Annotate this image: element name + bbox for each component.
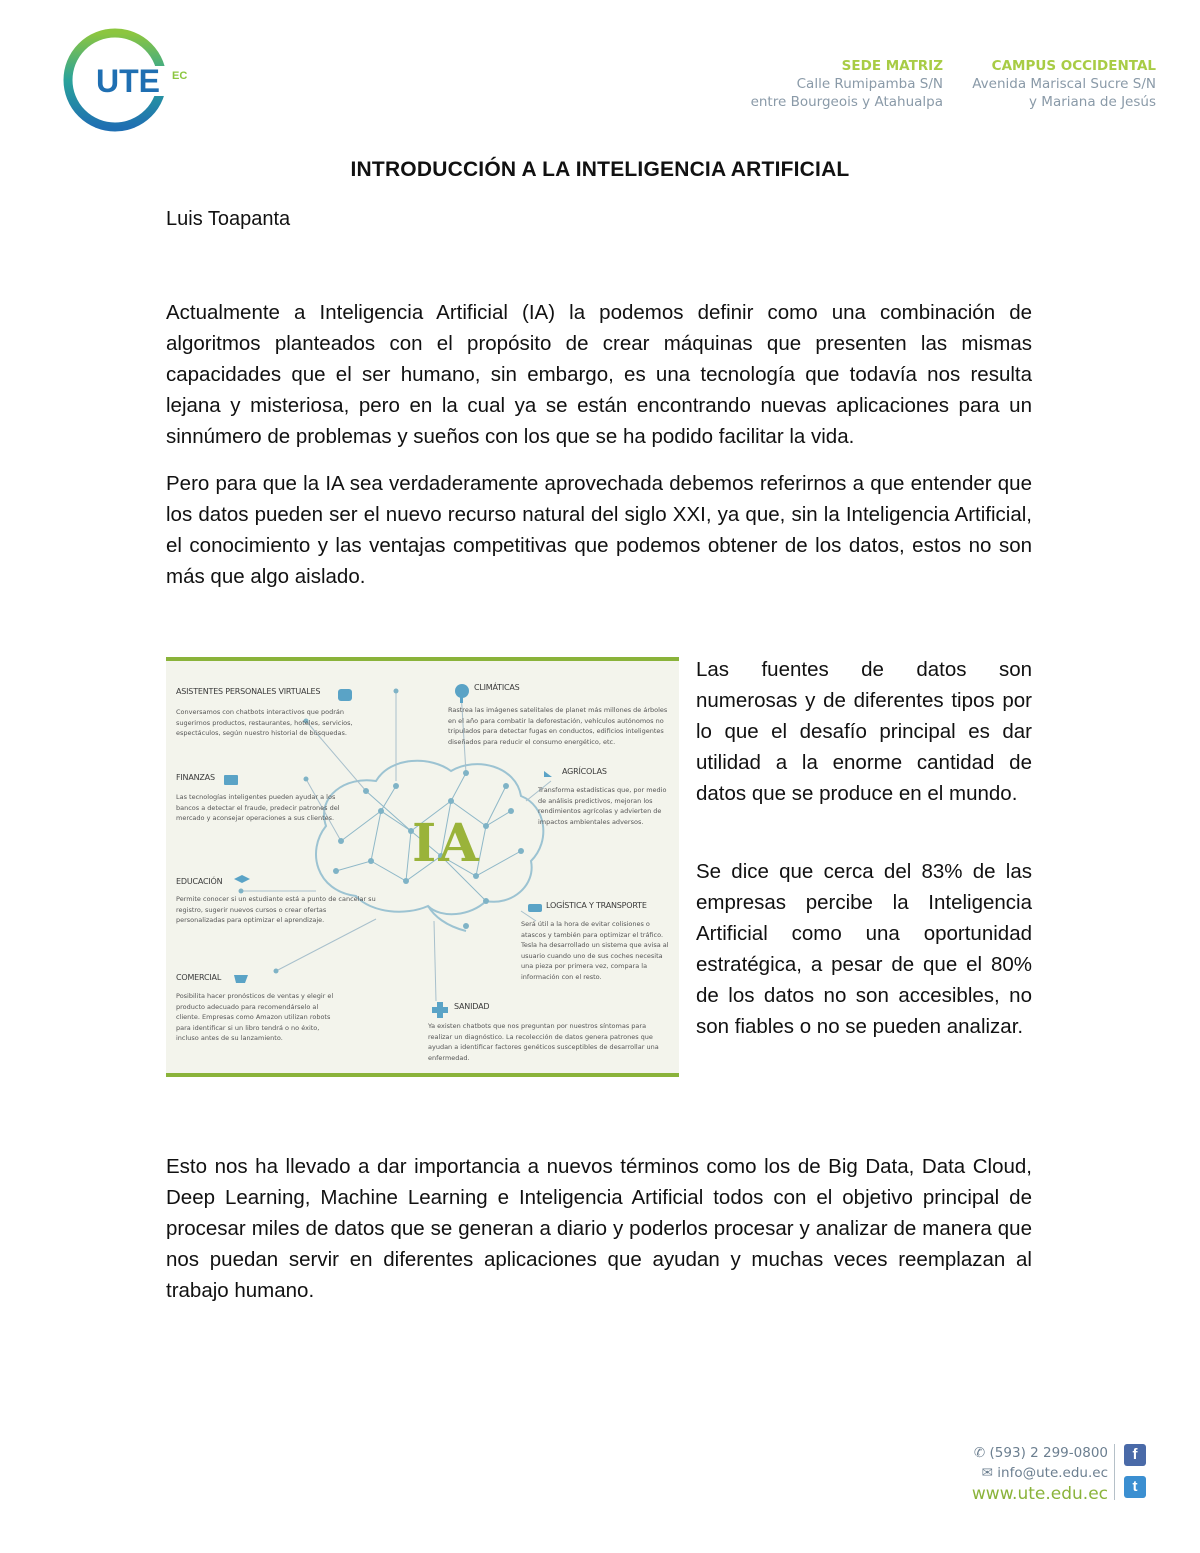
- ute-logo: [60, 26, 200, 136]
- sede-matriz-address: [751, 57, 943, 111]
- email-line: [972, 1463, 1108, 1483]
- section-title-climaticas: CLIMÁTICAS: [474, 683, 520, 692]
- section-body-sanidad: Ya existen chatbots que nos preguntan por nuestros síntomas para realizar un diagnóstico. La recolección de datos genera patrones que ayudan a identificar factores genéticos susceptibles de desarrollar una enfermedad.: [428, 1022, 659, 1062]
- email-address[interactable]: info@ute.edu.ec: [997, 1465, 1108, 1481]
- paragraph-data-resource: Pero para que la IA sea verdaderamente aprovechada debemos referirnos a que entender que los datos pueden ser el nuevo recurso natural del siglo XXI, ya que, sin la Inteligencia Artificial, el conocimiento y las ventajas competitivas que podemos obtener de los datos, estos no son más que algo aislado.: [166, 472, 1032, 588]
- section-title-comercial: COMERCIAL: [176, 973, 222, 982]
- author-name: Luis Toapanta: [166, 208, 291, 230]
- envelope-icon: ✉: [981, 1465, 993, 1481]
- social-links: [1116, 1444, 1148, 1508]
- section-body-educacion: Permite conocer si un estudiante está a punto de cancelar su registro, sugerir nuevos cursos o crear ofertas personalizadas para optimizar el aprendizaje.: [176, 895, 376, 924]
- paragraph-83-percent: Se dice que cerca del 83% de las empresas percibe la Inteligencia Artificial como una oportunidad estratégica, a pesar de que el 80% de los datos no son accesibles, no son fiables o no se pueden analizar.: [696, 860, 1032, 1038]
- section-body-finanzas: Las tecnologías inteligentes pueden ayudar a los bancos a detectar el fraude, predecir patrones del mercado y aconsejar operaciones a sus clientes.: [176, 793, 340, 822]
- footer-contact: [972, 1443, 1108, 1505]
- footer-divider: [1114, 1444, 1115, 1500]
- section-title-logistica: LOGÍSTICA Y TRANSPORTE: [546, 901, 647, 910]
- sede-line2: entre Bourgeois y Atahualpa: [750, 94, 943, 110]
- paragraph-intro: Actualmente a Inteligencia Artificial (IA) la podemos definir como una combinación de algoritmos planteados con el propósito de crear máquinas que presenten las mismas capacidades que el ser humano, sin embargo, es una tecnología que todavía nos resulta lejana y misteriosa, pero en la cual ya se están encontrando nuevas aplicaciones para un sinnúmero de problemas y sueños con los que se ha podido facilitar la vida.: [166, 301, 1032, 448]
- paragraph-new-terms: Esto nos ha llevado a dar importancia a nuevos términos como los de Big Data, Data Cloud, Deep Learning, Machine Learning e Inteligencia Artificial todos con el objetivo principal de procesar miles de datos que se generan a diario y poderlos procesar y analizar de manera que nos puedan servir en diferentes aplicaciones que ayudan y muchas veces reemplazan al trabajo humano.: [166, 1155, 1032, 1302]
- section-body-agricolas: Transforma estadísticas que, por medio de análisis predictivos, mejoran los rendimientos agrícolas y advierten de impactos ambientales adversos.: [538, 786, 667, 826]
- twitter-icon[interactable]: t: [1124, 1476, 1146, 1498]
- briefcase-icon: [224, 775, 238, 785]
- campus-line1: Avenida Mariscal Sucre S/N: [972, 76, 1156, 92]
- ia-center-label: IA: [412, 813, 481, 874]
- logo-text: UTE: [96, 63, 160, 99]
- phone-icon: ✆: [973, 1445, 986, 1461]
- cart-icon: [234, 975, 248, 983]
- sede-heading: SEDE MATRIZ: [841, 58, 943, 74]
- section-body-climaticas: Rastrea las imágenes satelitales de planet más millones de árboles en el año para combatir la deforestación, vehículos autónomos no tripulados para detectar fugas en conductos, edificios inteligentes diseñados para reducir el consumo energético, etc.: [448, 706, 668, 746]
- section-body-comercial: Posibilita hacer pronósticos de ventas y elegir el producto adecuado para recomendárselo al cliente. Empresas como Amazon utilizan robots para identificar si un libro tendrá o no éxito, incluso antes de su lanzamiento.: [176, 992, 334, 1042]
- section-title-sanidad: SANIDAD: [454, 1002, 490, 1011]
- document-title: INTRODUCCIÓN A LA INTELIGENCIA ARTIFICIAL: [350, 158, 850, 181]
- phone-number: (593) 2 299-0800: [989, 1445, 1108, 1461]
- graduation-cap-icon: [234, 875, 250, 883]
- car-icon: [528, 904, 542, 912]
- campus-heading: CAMPUS OCCIDENTAL: [991, 58, 1156, 74]
- robot-icon: [338, 689, 352, 701]
- section-body-logistica: Será útil a la hora de evitar colisiones o atascos y también para optimizar el tráfico. Tesla ha desarrollado un sistema que avisa al usuario cuando uno de sus coches necesita una pieza por primera vez, compara la información con el resto.: [521, 920, 669, 981]
- paragraph-data-sources: Las fuentes de datos son numerosas y de diferentes tipos por lo que el desafío principal es dar utilidad a la enorme cantidad de datos que se produce en el mundo.: [696, 658, 1032, 805]
- section-title-agricolas: AGRÍCOLAS: [562, 767, 607, 776]
- section-title-asistentes: ASISTENTES PERSONALES VIRTUALES: [176, 687, 321, 696]
- sede-line1: Calle Rumipamba S/N: [796, 76, 943, 92]
- website-link[interactable]: www.ute.edu.ec: [971, 1484, 1108, 1504]
- ia-infographic: [166, 657, 679, 1077]
- section-title-educacion: EDUCACIÓN: [176, 877, 223, 886]
- facebook-icon[interactable]: f: [1124, 1444, 1146, 1466]
- section-title-finanzas: FINANZAS: [176, 773, 215, 782]
- section-body-asistentes: Conversamos con chatbots interactivos que podrán sugerirnos productos, restaurantes, hoteles, servicios, espectáculos, según nuestro historial de búsquedas.: [176, 708, 353, 737]
- campus-occidental-address: [972, 57, 1156, 111]
- phone-line: [972, 1443, 1108, 1463]
- logo-suffix: EC: [172, 70, 188, 82]
- campus-line2: y Mariana de Jesús: [1029, 94, 1156, 110]
